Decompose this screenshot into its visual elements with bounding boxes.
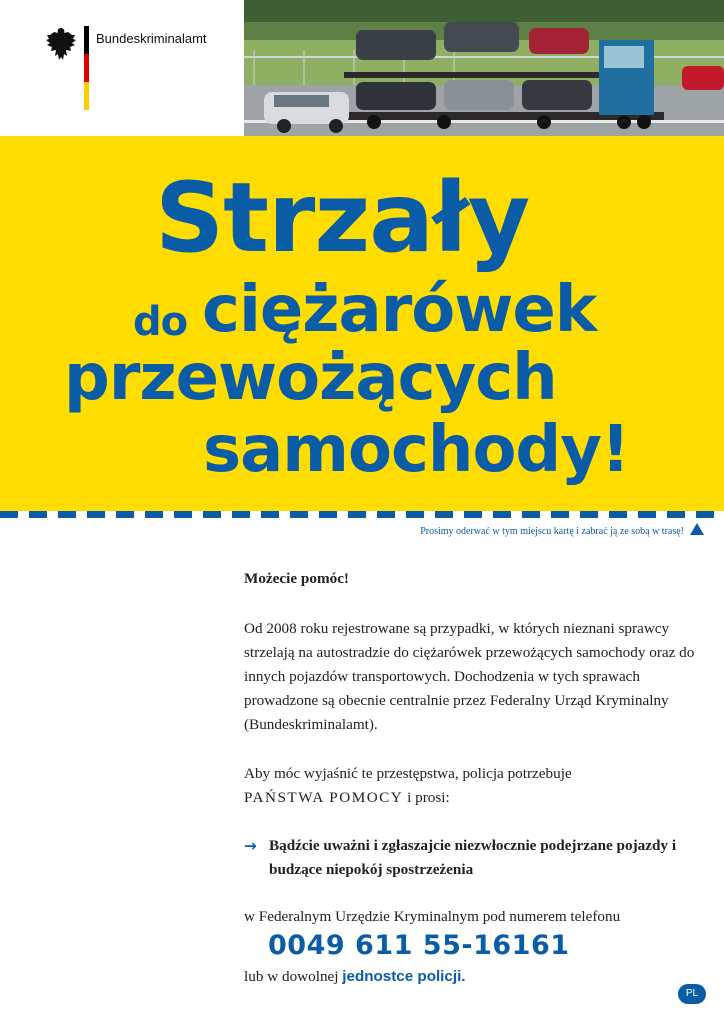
header bbox=[0, 0, 724, 136]
police-unit-link[interactable]: jednostce policji. bbox=[342, 968, 466, 985]
tear-off-note: Prosimy oderwać w tym miejscu kartę i zabrać ją ze sobą w trasę! bbox=[420, 526, 684, 537]
content-paragraph-1: Od 2008 roku rejestrowane są przypadki, w których nieznani sprawcy strzelają na autostradzie do ciężarówek przewożących samochody oraz do innych pojazdów transportowych. Dochodzenia w tych sprawach prowadzone są obecnie centralnie przez Federalny Urząd Kryminalny (Bundeskriminalamt). bbox=[244, 620, 695, 733]
dash-segment bbox=[667, 511, 685, 518]
phone-number[interactable]: 0049 611 55-16161 bbox=[268, 930, 570, 961]
flag-red bbox=[84, 54, 89, 82]
dash-segment bbox=[580, 511, 598, 518]
dash-segment bbox=[348, 511, 366, 518]
dash-segment bbox=[174, 511, 192, 518]
dash-segment bbox=[58, 511, 76, 518]
dash-segment bbox=[87, 511, 105, 518]
flag-gold bbox=[84, 82, 89, 110]
dash-segment bbox=[203, 511, 221, 518]
dash-segment bbox=[493, 511, 511, 518]
language-badge: PL bbox=[678, 984, 706, 1004]
paragraph-2-suffix: i prosi: bbox=[403, 789, 450, 806]
dash-segment bbox=[406, 511, 424, 518]
headline-line-1: Strzały bbox=[155, 162, 530, 274]
dash-segment bbox=[377, 511, 395, 518]
car-transporter-photo bbox=[244, 0, 724, 136]
dash-segment bbox=[522, 511, 540, 518]
dash-segment bbox=[116, 511, 134, 518]
content-paragraph-2 bbox=[244, 762, 704, 810]
bullet-text: Bądźcie uważni i zgłaszajcie niezwłocznie podejrzane pojazdy i budzące niepokój spostrzeżenia bbox=[269, 837, 677, 878]
dash-segment bbox=[696, 511, 714, 518]
content-heading: Możecie pomóc! bbox=[244, 570, 349, 587]
content-paragraph-4 bbox=[244, 965, 704, 989]
dash-segment bbox=[464, 511, 482, 518]
dash-segment bbox=[145, 511, 163, 518]
dash-segment bbox=[435, 511, 453, 518]
dash-segment bbox=[551, 511, 569, 518]
paragraph-2-caps: PAŃSTWA POMOCY bbox=[244, 789, 404, 806]
paragraph-2-text: Aby móc wyjaśnić te przestępstwa, policja potrzebuje bbox=[244, 765, 572, 782]
headline-line-2-small: do bbox=[133, 299, 188, 345]
dash-segment bbox=[290, 511, 308, 518]
federal-eagle-icon bbox=[44, 26, 78, 62]
tear-off-dashed-line bbox=[0, 511, 724, 518]
dash-segment bbox=[609, 511, 627, 518]
dash-segment bbox=[232, 511, 250, 518]
headline-line-4: samochody! bbox=[203, 413, 630, 487]
dash-segment bbox=[638, 511, 656, 518]
triangle-up-icon bbox=[690, 523, 704, 535]
content-paragraph-3: w Federalnym Urzędzie Kryminalnym pod numerem telefonu bbox=[244, 908, 621, 925]
paragraph-4-text: lub w dowolnej bbox=[244, 968, 343, 985]
dash-segment bbox=[0, 511, 18, 518]
german-flag-bar bbox=[84, 26, 89, 110]
agency-name: Bundeskriminalamt bbox=[96, 31, 207, 46]
headline-line-3: przewożących bbox=[64, 341, 557, 415]
dash-segment bbox=[319, 511, 337, 518]
headline-line-2: ciężarówek bbox=[202, 273, 597, 347]
flag-black bbox=[84, 26, 89, 54]
arrow-right-icon: → bbox=[244, 837, 257, 855]
dash-segment bbox=[261, 511, 279, 518]
dash-segment bbox=[29, 511, 47, 518]
